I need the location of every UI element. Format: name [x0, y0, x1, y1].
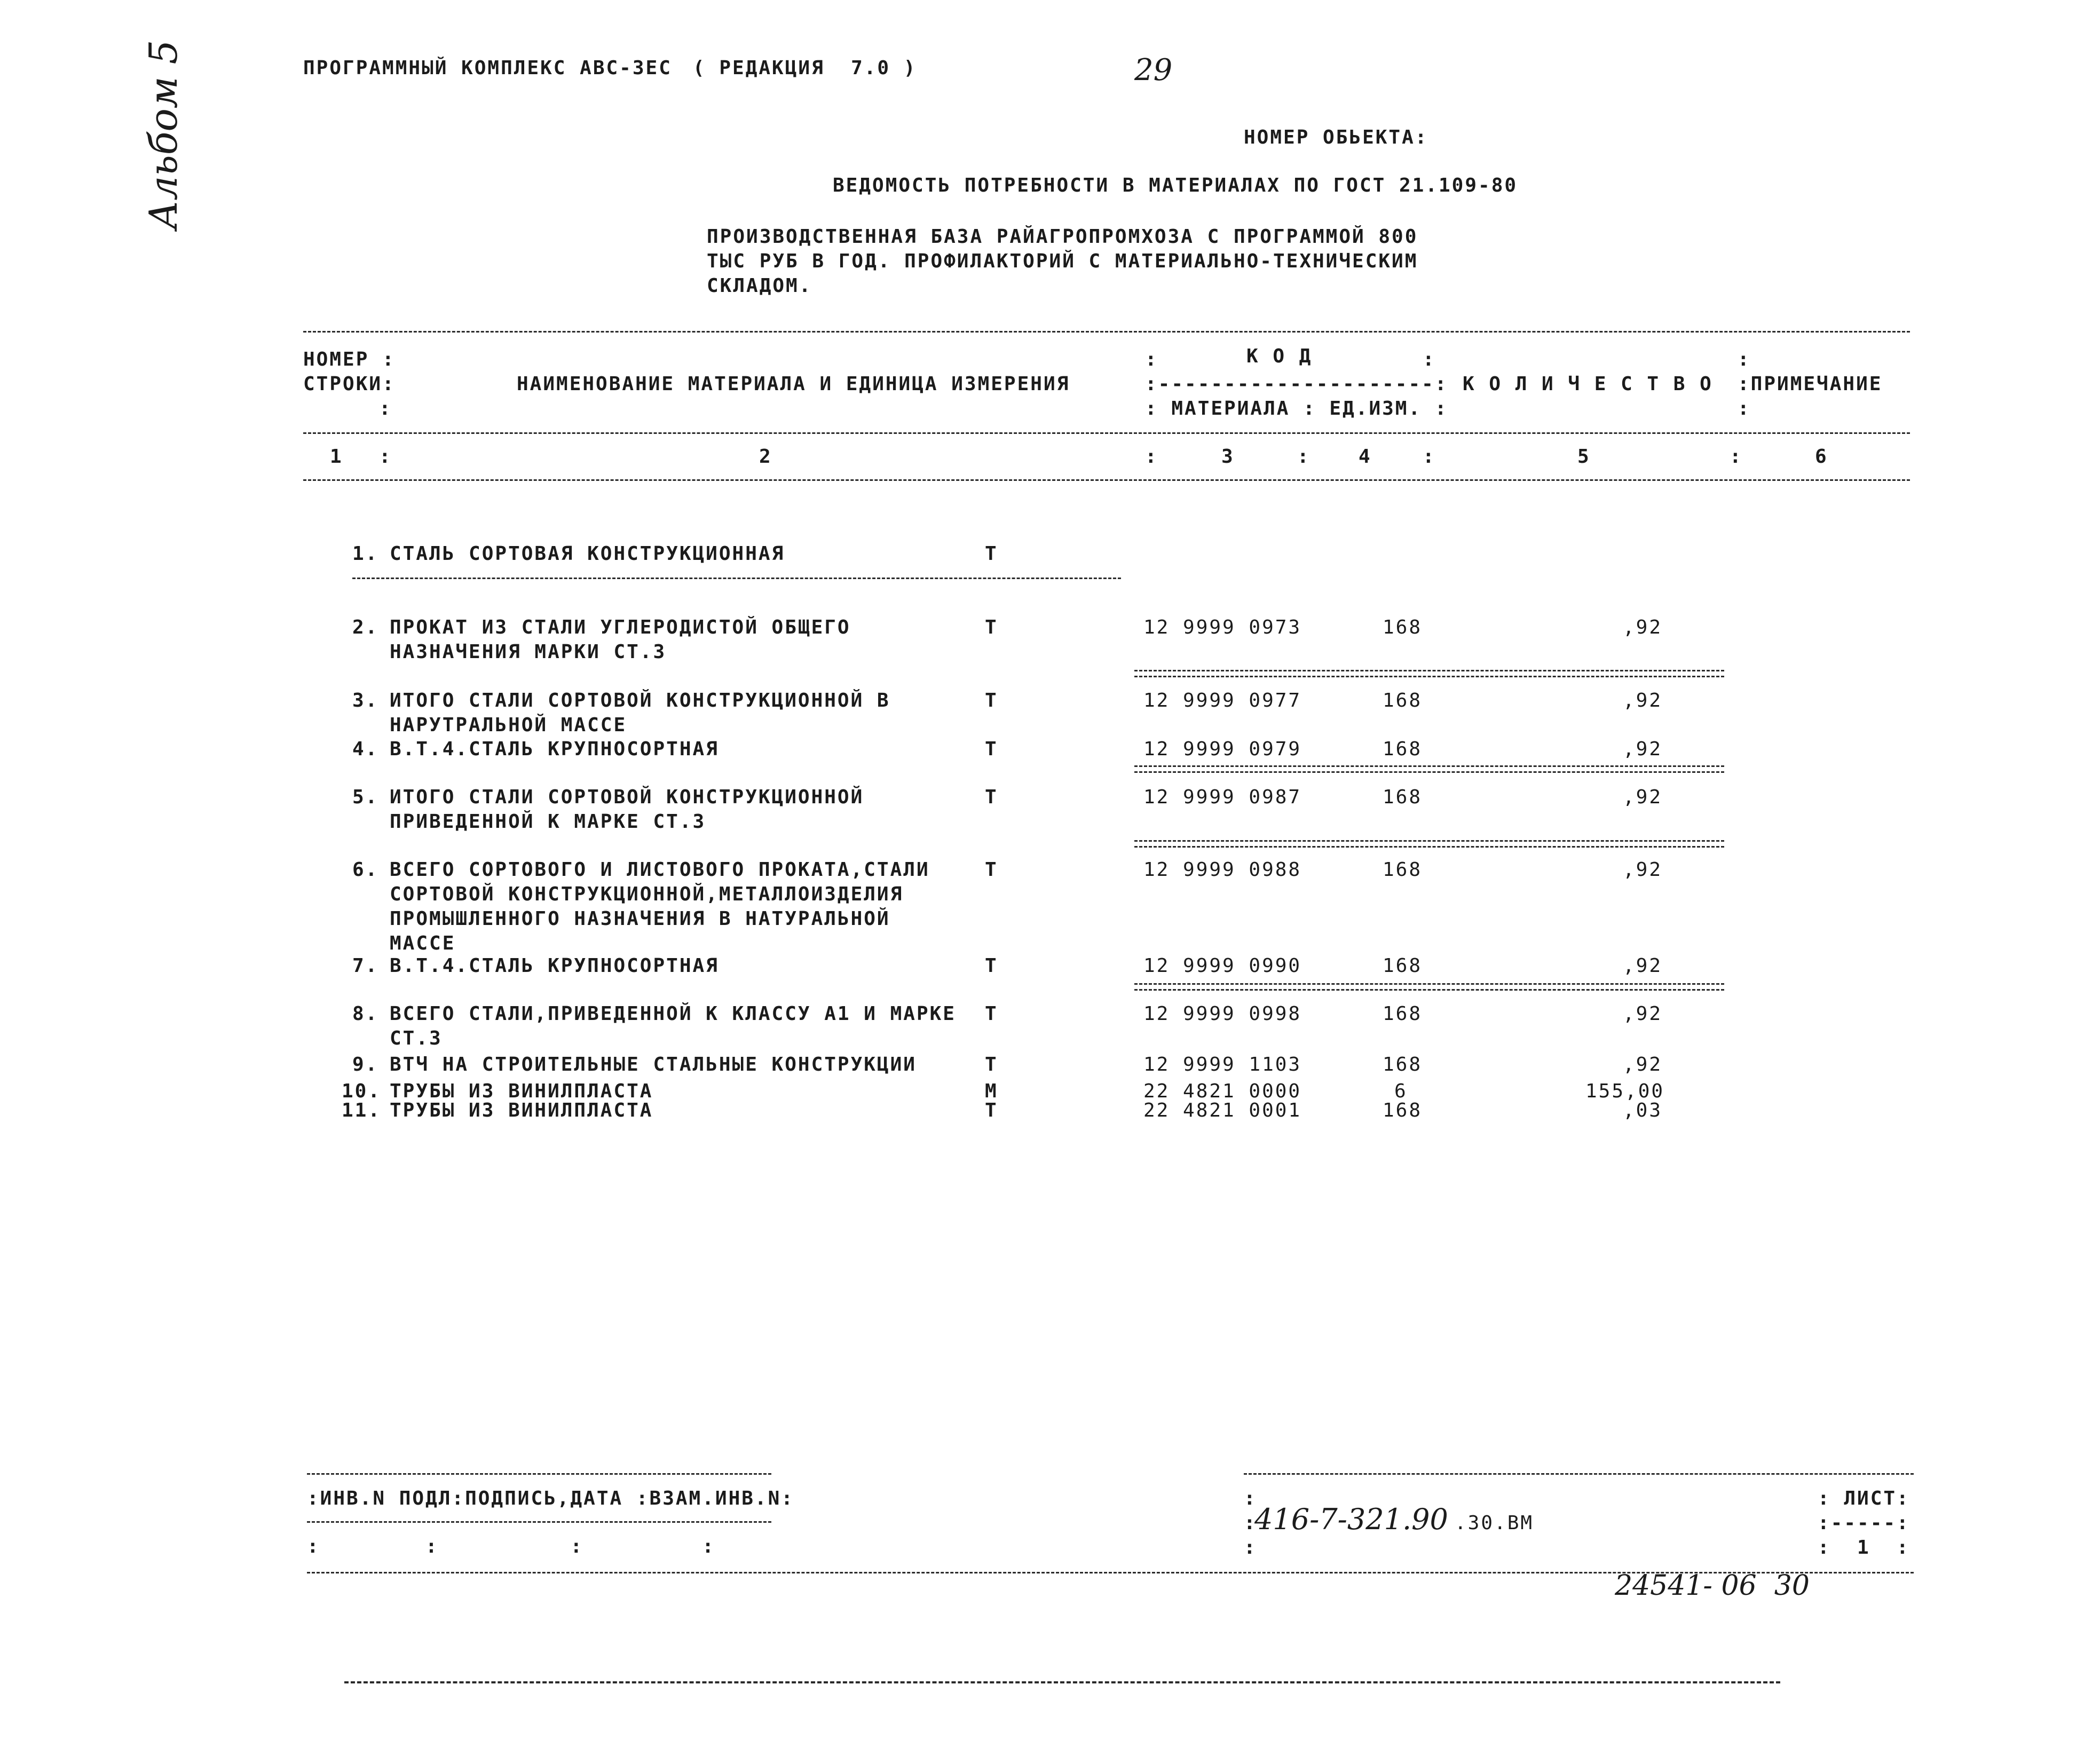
cut-line — [344, 1681, 1780, 1683]
archive-number: 24541- 06 30 — [1615, 1570, 1810, 1602]
row-6-unit-code: 168 — [1383, 859, 1423, 881]
description-line-3: СКЛАДОМ. — [707, 275, 812, 297]
row-9-unit: Т — [985, 1054, 998, 1075]
note-column-header: :ПРИМЕЧАНИЕ — [1738, 373, 1883, 395]
row-8-name-2: СТ.3 — [390, 1027, 443, 1049]
row-3-number: 3. — [352, 690, 379, 711]
row-1-unit: Т — [985, 543, 998, 565]
header-rule-middle — [303, 432, 1910, 434]
page-number: 29 — [1134, 53, 1173, 88]
program-title: ПРОГРАММНЫЙ КОМПЛЕКС АВС-3ЕС — [303, 57, 672, 79]
row-5-unit-code: 168 — [1383, 786, 1423, 808]
row-7-total-rule — [1134, 983, 1724, 991]
row-7-number: 7. — [352, 955, 379, 977]
row-8-code: 12 9999 0998 — [1143, 1003, 1302, 1025]
row-6-name-1: ВСЕГО СОРТОВОГО И ЛИСТОВОГО ПРОКАТА,СТАЛИ — [390, 859, 930, 881]
row-7-unit: Т — [985, 955, 998, 977]
object-number-label: НОМЕР ОБЬЕКТА: — [1244, 126, 1428, 148]
header-rule-bottom — [303, 479, 1910, 481]
row-6-number: 6. — [352, 859, 379, 881]
row-no-header-1: НОМЕР : — [303, 349, 396, 370]
col-sep-3: : — [1297, 446, 1310, 468]
row-1-underline — [352, 578, 1121, 579]
row-10-code: 22 4821 0000 — [1143, 1080, 1302, 1102]
document-title: ВЕДОМОСТЬ ПОТРЕБНОСТИ В МАТЕРИАЛАХ ПО ГОСТ 21.109-80 — [833, 175, 1518, 196]
doc-stamp-rule-top — [1244, 1473, 1914, 1475]
col-number-1: 1 — [330, 446, 343, 468]
sheet-separator: :-----: — [1818, 1512, 1910, 1534]
row-6-quantity: ,92 — [1623, 859, 1663, 881]
row-3-name-1: ИТОГО СТАЛИ СОРТОВОЙ КОНСТРУКЦИОННОЙ В — [390, 690, 890, 711]
row-11-quantity: ,03 — [1623, 1100, 1663, 1121]
sheet-label: : ЛИСТ: — [1818, 1488, 1910, 1509]
row-2-name-1: ПРОКАТ ИЗ СТАЛИ УГЛЕРОДИСТОЙ ОБЩЕГО — [390, 616, 851, 638]
row-7-quantity: ,92 — [1623, 955, 1663, 977]
quantity-column-header: К О Л И Ч Е С Т В О — [1463, 373, 1713, 395]
row-9-number: 9. — [352, 1054, 379, 1075]
row-10-quantity: 155,00 — [1585, 1080, 1665, 1102]
row-2-quantity: ,92 — [1623, 616, 1663, 638]
row-8-unit-code: 168 — [1383, 1003, 1423, 1025]
col-number-6: 6 — [1815, 446, 1828, 468]
col-number-2: 2 — [759, 446, 772, 468]
row-11-unit-code: 168 — [1383, 1100, 1423, 1121]
row-4-name: В.Т.4.СТАЛЬ КРУПНОСОРТНАЯ — [390, 738, 719, 760]
row-2-unit: Т — [985, 616, 998, 638]
row-5-number: 5. — [352, 786, 379, 808]
row-7-code: 12 9999 0990 — [1143, 955, 1302, 977]
row-6-name-3: ПРОМЫШЛЕННОГО НАЗНАЧЕНИЯ В НАТУРАЛЬНОЙ — [390, 908, 890, 930]
row-11-number: 11. — [342, 1100, 382, 1121]
row-5-unit: Т — [985, 786, 998, 808]
row-8-unit: Т — [985, 1003, 998, 1025]
doc-stamp-colon-3: : — [1244, 1537, 1257, 1559]
col-number-3: 3 — [1221, 446, 1235, 468]
row-4-number: 4. — [352, 738, 379, 760]
row-4-total-rule — [1134, 765, 1724, 773]
row-4-unit-code: 168 — [1383, 738, 1423, 760]
row-2-name-2: НАЗНАЧЕНИЯ МАРКИ СТ.3 — [390, 641, 667, 663]
row-3-unit-code: 168 — [1383, 690, 1423, 711]
stamp-row: : : : : — [307, 1536, 715, 1557]
doc-code: 416-7-321.90 — [1254, 1502, 1448, 1536]
row-9-code: 12 9999 1103 — [1143, 1054, 1302, 1075]
row-10-number: 10. — [342, 1080, 382, 1102]
row-8-number: 8. — [352, 1003, 379, 1025]
name-column-header: НАИМЕНОВАНИЕ МАТЕРИАЛА И ЕДИНИЦА ИЗМЕРЕНИЯ — [517, 373, 1070, 395]
col-number-5: 5 — [1577, 446, 1591, 468]
stamp-labels: :ИНВ.N ПОДЛ:ПОДПИСЬ,ДАТА :ВЗАМ.ИНВ.N: — [307, 1488, 794, 1509]
col-number-4: 4 — [1359, 446, 1372, 468]
row-9-unit-code: 168 — [1383, 1054, 1423, 1075]
stamp-rule-top — [307, 1473, 771, 1475]
doc-stamp-colon-2: : — [1244, 1512, 1257, 1534]
header-rule-top — [303, 331, 1910, 333]
sheet-number: : 1 : — [1818, 1537, 1910, 1559]
row-8-name-1: ВСЕГО СТАЛИ,ПРИВЕДЕННОЙ К КЛАССУ А1 И МАРКЕ — [390, 1003, 956, 1025]
row-3-quantity: ,92 — [1623, 690, 1663, 711]
col-sep-1: : — [379, 446, 392, 468]
row-5-total-rule — [1134, 840, 1724, 848]
row-7-unit-code: 168 — [1383, 955, 1423, 977]
row-11-code: 22 4821 0001 — [1143, 1100, 1302, 1121]
row-10-unit: М — [985, 1080, 998, 1102]
row-5-name-1: ИТОГО СТАЛИ СОРТОВОЙ КОНСТРУКЦИОННОЙ — [390, 786, 864, 808]
row-3-code: 12 9999 0977 — [1143, 690, 1302, 711]
row-1-name: СТАЛЬ СОРТОВАЯ КОНСТРУКЦИОННАЯ — [390, 543, 785, 565]
code-column-header: К О Д — [1246, 345, 1313, 367]
code-colon-left: : — [1145, 349, 1158, 370]
doc-code-suffix: .30.ВМ — [1455, 1512, 1534, 1534]
row-9-name: ВТЧ НА СТРОИТЕЛЬНЫЕ СТАЛЬНЫЕ КОНСТРУКЦИИ — [390, 1054, 917, 1075]
row-6-code: 12 9999 0988 — [1143, 859, 1302, 881]
row-5-code: 12 9999 0987 — [1143, 786, 1302, 808]
row-2-total-rule — [1134, 670, 1724, 677]
row-11-unit: Т — [985, 1100, 998, 1121]
row-7-name: В.Т.4.СТАЛЬ КРУПНОСОРТНАЯ — [390, 955, 719, 977]
edition-label: ( РЕДАКЦИЯ 7.0 ) — [693, 57, 917, 79]
description-line-1: ПРОИЗВОДСТВЕННАЯ БАЗА РАЙАГРОПРОМХОЗА С ПРОГРАММОЙ 800 — [707, 226, 1418, 248]
code-sub-header: : МАТЕРИАЛА : ЕД.ИЗМ. : — [1145, 398, 1448, 420]
code-colon-right: : — [1423, 349, 1436, 370]
row-4-quantity: ,92 — [1623, 738, 1663, 760]
row-9-quantity: ,92 — [1623, 1054, 1663, 1075]
row-2-code: 12 9999 0973 — [1143, 616, 1302, 638]
row-11-name: ТРУБЫ ИЗ ВИНИЛПЛАСТА — [390, 1100, 653, 1121]
row-2-unit-code: 168 — [1383, 616, 1423, 638]
row-4-unit: Т — [985, 738, 998, 760]
row-no-header-2: СТРОКИ: — [303, 373, 396, 395]
col-sep-5: : — [1730, 446, 1743, 468]
row-6-name-4: МАССЕ — [390, 932, 456, 954]
code-sub-rule: :---------------------: — [1145, 373, 1448, 395]
row-no-header-3: : — [379, 398, 392, 420]
stamp-rule-middle — [307, 1521, 771, 1523]
doc-stamp-colon-1: : — [1244, 1488, 1257, 1509]
row-1-number: 1. — [352, 543, 379, 565]
note-colon-top: : — [1738, 349, 1751, 370]
row-3-unit: Т — [985, 690, 998, 711]
row-10-name: ТРУБЫ ИЗ ВИНИЛПЛАСТА — [390, 1080, 653, 1102]
row-3-name-2: НАРУТРАЛЬНОЙ МАССЕ — [390, 714, 627, 736]
col-sep-4: : — [1423, 446, 1436, 468]
album-note: Альбом 5 — [141, 39, 186, 230]
col-sep-2: : — [1145, 446, 1158, 468]
row-5-quantity: ,92 — [1623, 786, 1663, 808]
row-5-name-2: ПРИВЕДЕННОЙ К МАРКЕ СТ.3 — [390, 811, 706, 833]
row-10-unit-code: 6 — [1394, 1080, 1408, 1102]
note-colon-bottom: : — [1738, 398, 1751, 420]
row-4-code: 12 9999 0979 — [1143, 738, 1302, 760]
row-6-unit: Т — [985, 859, 998, 881]
description-line-2: ТЫС РУБ В ГОД. ПРОФИЛАКТОРИЙ С МАТЕРИАЛЬНО-ТЕХНИЧЕСКИМ — [707, 250, 1418, 272]
row-2-number: 2. — [352, 616, 379, 638]
row-8-quantity: ,92 — [1623, 1003, 1663, 1025]
row-6-name-2: СОРТОВОЙ КОНСТРУКЦИОННОЙ,МЕТАЛЛОИЗДЕЛИЯ — [390, 883, 904, 905]
